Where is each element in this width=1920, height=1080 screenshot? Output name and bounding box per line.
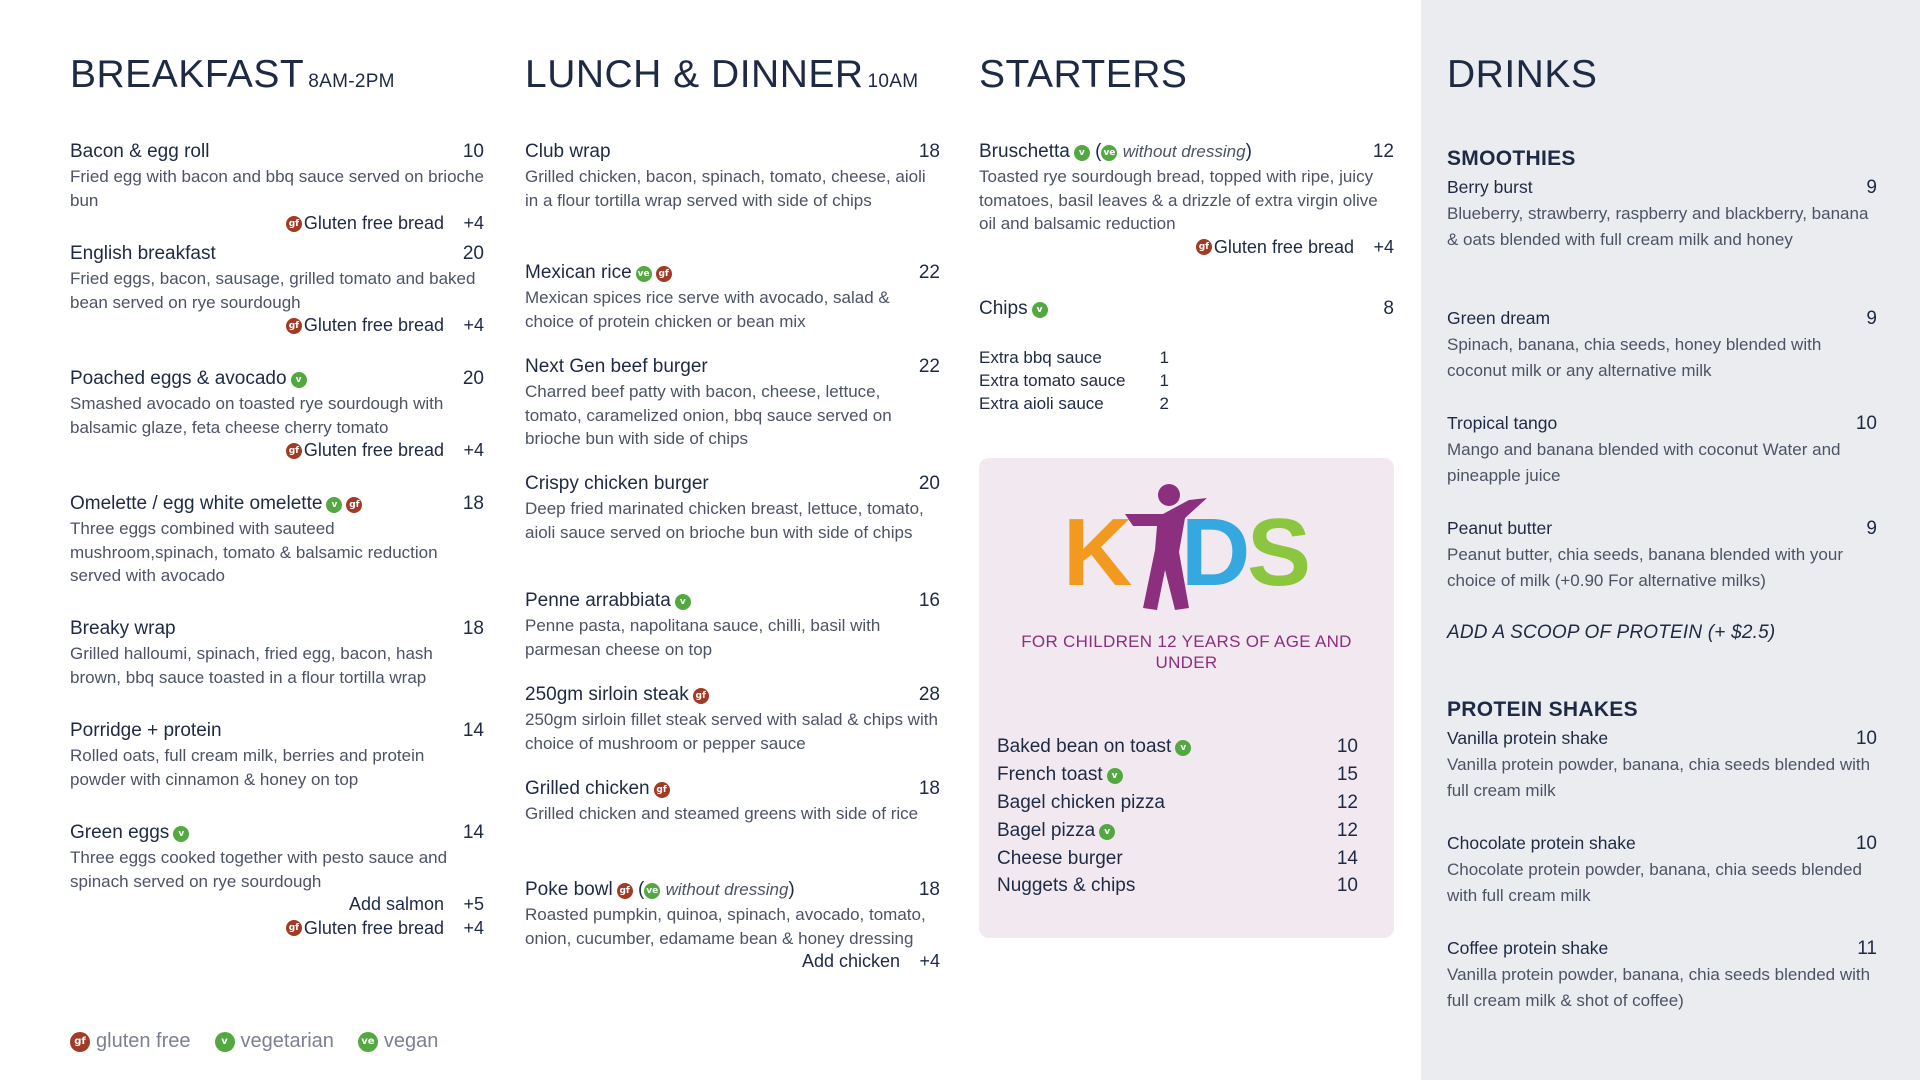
item-name: Bruschetta [979, 141, 1070, 162]
item-price: 20 [462, 243, 484, 264]
sauce-name: Extra aioli sauce [979, 394, 1104, 413]
item-name: Poached eggs & avocado [70, 368, 287, 389]
gluten-free-icon: gf [617, 883, 633, 899]
item-name: Baked bean on toast [997, 736, 1172, 757]
item-description: Three eggs combined with sauteed mushroom,spinach, tomato & balsamic reduction served with avocado [70, 519, 438, 585]
drink-item-green-dream [1447, 307, 1877, 384]
item-name-row [70, 821, 484, 844]
item-price: 18 [918, 141, 940, 162]
starters-title: STARTERS [979, 53, 1188, 96]
vegan-icon: ve [644, 883, 660, 899]
drinks-title: DRINKS [1447, 53, 1598, 96]
item-description: Spinach, banana, chia seeds, honey blended with coconut milk or any alternative milk [1447, 335, 1822, 380]
item-extra [70, 917, 484, 941]
drink-item-vanilla-shake [1447, 727, 1877, 804]
extra-price: +4 [1373, 236, 1394, 257]
item-name: Mexican rice [525, 262, 632, 283]
menu-item-poached-eggs-avocado [70, 367, 484, 463]
item-price: 14 [462, 822, 484, 843]
extra-price: +4 [463, 917, 484, 938]
sauce-name: Extra bbq sauce [979, 348, 1102, 367]
item-description: Mexican spices rice serve with avocado, salad & choice of protein chicken or bean mix [525, 288, 890, 331]
item-name-row [525, 683, 940, 706]
gluten-free-icon: gf [693, 688, 709, 704]
vegetarian-icon: v [215, 1032, 235, 1052]
drink-item-chocolate-shake [1447, 832, 1877, 909]
item-name: Nuggets & chips [997, 875, 1136, 896]
vegetarian-icon: v [1107, 768, 1123, 784]
item-name: Breaky wrap [70, 618, 176, 639]
gluten-free-icon: gf [286, 318, 302, 334]
sauce-row [979, 346, 1169, 370]
legend-item [215, 1030, 334, 1053]
legend-item [358, 1030, 439, 1053]
extra-price: +4 [463, 315, 484, 335]
item-description: Vanilla protein powder, banana, chia seeds blended with full cream milk & shot of coffee) [1447, 965, 1871, 1010]
item-extra [70, 212, 484, 236]
item-description: 250gm sirloin fillet steak served with salad & chips with choice of mushroom or pepper sauce [525, 710, 938, 753]
item-name: Grilled chicken [525, 778, 650, 799]
sauce-row [979, 369, 1169, 393]
smoothies-heading: SMOOTHIES [1447, 147, 1576, 170]
drink-item-berry-burst [1447, 176, 1877, 253]
sauce-price: 1 [1159, 348, 1169, 367]
item-name: 250gm sirloin steak [525, 684, 689, 705]
extra-price: +4 [463, 213, 484, 233]
menu-item-breaky-wrap [70, 617, 484, 689]
breakfast-title: BREAKFAST [70, 53, 305, 96]
item-name: Coffee protein shake [1447, 938, 1609, 958]
item-name: Chocolate protein shake [1447, 833, 1636, 853]
extra-label: Gluten free bread [303, 917, 444, 938]
item-price: 11 [1857, 938, 1877, 959]
item-description: Toasted rye sourdough bread, topped with ripe, juicy tomatoes, basil leaves & a drizzle of extra virgin olive oil and balsamic reduction [979, 167, 1378, 233]
item-price: 18 [462, 493, 484, 514]
item-price: 10 [1855, 728, 1877, 749]
menu-item-english-breakfast [70, 242, 484, 338]
item-price: 12 [1336, 820, 1358, 841]
item-name-row: Bruschetta v ( ve without dressing) [979, 141, 1252, 162]
item-description: Vanilla protein powder, banana, chia seeds blended with full cream milk [1447, 755, 1871, 800]
vegetarian-icon: v [291, 372, 307, 388]
item-name: Tropical tango [1447, 413, 1558, 433]
menu-item-crispy-chicken-burger [525, 472, 940, 544]
menu-item-beef-burger [525, 355, 940, 451]
item-name: Bacon & egg roll [70, 141, 210, 162]
item-name: Club wrap [525, 141, 611, 162]
item-name: Berry burst [1447, 177, 1533, 197]
kids-item [997, 847, 1358, 870]
menu-item-mexican-rice [525, 261, 940, 333]
item-name: Cheese burger [997, 848, 1123, 869]
item-description: Fried eggs, bacon, sausage, grilled tomato and baked bean served on rye sourdough [70, 269, 476, 312]
vegetarian-icon: v [326, 497, 342, 513]
item-name: Bagel pizza [997, 820, 1096, 841]
sauce-row [979, 392, 1169, 416]
item-price: 10 [1855, 413, 1877, 434]
kids-logo-letter: S [1247, 499, 1312, 606]
vegan-icon: ve [636, 266, 652, 282]
item-description: Peanut butter, chia seeds, banana blended with your choice of milk (+0.90 For alternative milks) [1447, 545, 1844, 590]
legend-label: gluten free [96, 1030, 191, 1052]
vegetarian-icon: v [1074, 145, 1090, 161]
item-description: Three eggs cooked together with pesto sauce and spinach served on rye sourdough [70, 848, 448, 891]
item-description: Charred beef patty with bacon, cheese, lettuce, tomato, caramelized onion, bbq sauce served on brioche bun with side of chips [525, 382, 892, 448]
item-note: without dressing [665, 880, 789, 899]
item-price: 12 [1336, 792, 1358, 813]
item-name-row [525, 777, 940, 800]
lunch-title: LUNCH & DINNER [525, 53, 864, 96]
item-price: 8 [1383, 298, 1394, 319]
item-description: Chocolate protein powder, banana, chia seeds blended with full cream milk [1447, 860, 1862, 905]
kids-logo-letter: K [1063, 499, 1133, 606]
item-extra [70, 314, 484, 338]
kids-item [997, 791, 1358, 814]
extra-price: +4 [463, 440, 484, 460]
breakfast-hours: 8AM-2PM [308, 71, 395, 92]
extra-price: +5 [463, 894, 484, 914]
gluten-free-icon: gf [70, 1032, 90, 1052]
drink-item-coffee-shake [1447, 937, 1877, 1014]
sauce-price: 1 [1159, 371, 1169, 390]
lunch-heading [525, 53, 918, 97]
item-price: 9 [1866, 177, 1877, 198]
item-name: Vanilla protein shake [1447, 728, 1609, 748]
item-note: without dressing [1122, 142, 1246, 161]
menu-item-club-wrap [525, 140, 940, 212]
extra-label: Gluten free bread [1213, 236, 1354, 257]
vegan-icon: ve [358, 1032, 378, 1052]
menu-item-poke-bowl [525, 878, 940, 974]
item-price: 10 [462, 141, 484, 162]
gluten-free-icon: gf [286, 920, 302, 936]
item-price: 14 [462, 720, 484, 741]
protein-note: ADD A SCOOP OF PROTEIN (+ $2.5) [1447, 622, 1776, 643]
item-price: 9 [1866, 518, 1877, 539]
item-extra [525, 950, 940, 974]
item-name: Omelette / egg white omelette [70, 493, 323, 514]
item-name-row [70, 492, 484, 515]
kids-item [997, 763, 1358, 786]
vegetarian-icon: v [1099, 824, 1115, 840]
extra-label: Gluten free bread [303, 213, 444, 233]
extra-label: Add chicken [801, 951, 900, 971]
item-name: English breakfast [70, 243, 216, 264]
item-extra [979, 236, 1394, 260]
extra-label: Gluten free bread [303, 440, 444, 460]
item-name: Crispy chicken burger [525, 473, 709, 494]
vegetarian-icon: v [675, 594, 691, 610]
item-description: Penne pasta, napolitana sauce, chilli, basil with parmesan cheese on top [525, 616, 881, 659]
item-price: 22 [918, 262, 940, 283]
drinks-panel [1421, 0, 1920, 1080]
item-name: Porridge + protein [70, 720, 222, 741]
item-name: Chips [979, 298, 1028, 319]
menu-item-chips [979, 297, 1394, 320]
item-name-row [70, 367, 484, 390]
sauce-price: 2 [1159, 394, 1169, 413]
kids-logo [1063, 480, 1313, 615]
menu-item-porridge-protein [70, 719, 484, 791]
vegetarian-icon: v [1175, 740, 1191, 756]
item-price: 18 [918, 879, 940, 900]
item-name: Green dream [1447, 308, 1551, 328]
item-price: 18 [462, 618, 484, 639]
kids-item [997, 874, 1358, 897]
kids-logo-letter: D [1181, 499, 1251, 606]
item-price: 15 [1336, 764, 1358, 785]
item-name: Poke bowl [525, 879, 613, 900]
item-description: Fried egg with bacon and bbq sauce served on brioche bun [70, 167, 484, 210]
gluten-free-icon: gf [346, 497, 362, 513]
extra-label: Add salmon [348, 894, 444, 914]
item-name: Next Gen beef burger [525, 356, 708, 377]
legend-label: vegan [383, 1030, 439, 1052]
kids-item [997, 819, 1358, 842]
item-description: Rolled oats, full cream milk, berries and protein powder with cinnamon & honey on top [70, 746, 425, 789]
extra-label: Gluten free bread [303, 315, 444, 335]
drink-item-peanut-butter [1447, 517, 1877, 594]
item-name-row [525, 261, 940, 284]
item-price: 10 [1855, 833, 1877, 854]
kids-menu-box [979, 458, 1394, 938]
item-extra [70, 439, 484, 463]
vegan-icon: ve [1101, 145, 1117, 161]
gluten-free-icon: gf [286, 443, 302, 459]
item-price: 9 [1866, 308, 1877, 329]
item-name-row: Poke bowl gf ( ve without dressing) [525, 879, 795, 900]
gluten-free-icon: gf [656, 266, 672, 282]
gluten-free-icon: gf [1196, 239, 1212, 255]
protein-shakes-heading: PROTEIN SHAKES [1447, 698, 1638, 721]
menu-item-omelette [70, 492, 484, 588]
vegetarian-icon: v [173, 826, 189, 842]
drink-item-tropical-tango [1447, 412, 1877, 489]
item-description: Grilled chicken, bacon, spinach, tomato, cheese, aioli in a flour tortilla wrap served with side of chips [525, 167, 926, 210]
menu-item-bruschetta [979, 140, 1394, 259]
menu-item-penne-arrabbiata [525, 589, 940, 661]
lunch-hours: 10AM [867, 71, 919, 92]
item-description: Smashed avocado on toasted rye sourdough with balsamic glaze, feta cheese cherry tomato [70, 394, 444, 437]
item-description: Mango and banana blended with coconut Water and pineapple juice [1447, 440, 1841, 485]
menu-item-grilled-chicken [525, 777, 940, 826]
item-description: Roasted pumpkin, quinoa, spinach, avocado, tomato, onion, cucumber, edamame bean & honey dressing [525, 905, 926, 948]
kids-subtitle: FOR CHILDREN 12 YEARS OF AGE AND UNDER [1021, 632, 1352, 672]
item-description: Deep fried marinated chicken breast, lettuce, tomato, aioli sauce served on brioche bun with side of chips [525, 499, 924, 542]
item-name: Peanut butter [1447, 518, 1553, 538]
menu-item-bacon-egg-roll [70, 140, 484, 236]
item-price: 10 [1336, 875, 1358, 896]
breakfast-heading [70, 53, 395, 97]
sauce-name: Extra tomato sauce [979, 371, 1126, 390]
item-price: 22 [918, 356, 940, 377]
legend-item [70, 1030, 191, 1053]
item-name-row [525, 589, 940, 612]
item-price: 18 [918, 778, 940, 799]
item-price: 12 [1372, 141, 1394, 162]
item-price: 14 [1336, 848, 1358, 869]
legend-label: vegetarian [240, 1030, 334, 1052]
item-price: 20 [918, 473, 940, 494]
kids-item [997, 735, 1358, 758]
item-price: 20 [462, 368, 484, 389]
item-price: 10 [1336, 736, 1358, 757]
item-description: Grilled halloumi, spinach, fried egg, bacon, hash brown, bbq sauce toasted in a flour tortilla wrap [70, 644, 433, 687]
item-name: Penne arrabbiata [525, 590, 671, 611]
item-name-row [979, 297, 1394, 320]
item-price: 16 [918, 590, 940, 611]
gluten-free-icon: gf [654, 782, 670, 798]
extra-price: +4 [919, 951, 940, 971]
item-description: Blueberry, strawberry, raspberry and blackberry, banana & oats blended with full cream milk and honey [1447, 204, 1869, 249]
item-price: 28 [918, 684, 940, 705]
menu-item-green-eggs [70, 821, 484, 940]
item-extra [70, 893, 484, 917]
item-name: Green eggs [70, 822, 170, 843]
menu-item-sirloin-steak [525, 683, 940, 755]
item-name: French toast [997, 764, 1103, 785]
item-name: Bagel chicken pizza [997, 792, 1165, 813]
gluten-free-icon: gf [286, 216, 302, 232]
vegetarian-icon: v [1032, 302, 1048, 318]
item-description: Grilled chicken and steamed greens with side of rice [525, 804, 919, 823]
dietary-legend [70, 1030, 462, 1053]
